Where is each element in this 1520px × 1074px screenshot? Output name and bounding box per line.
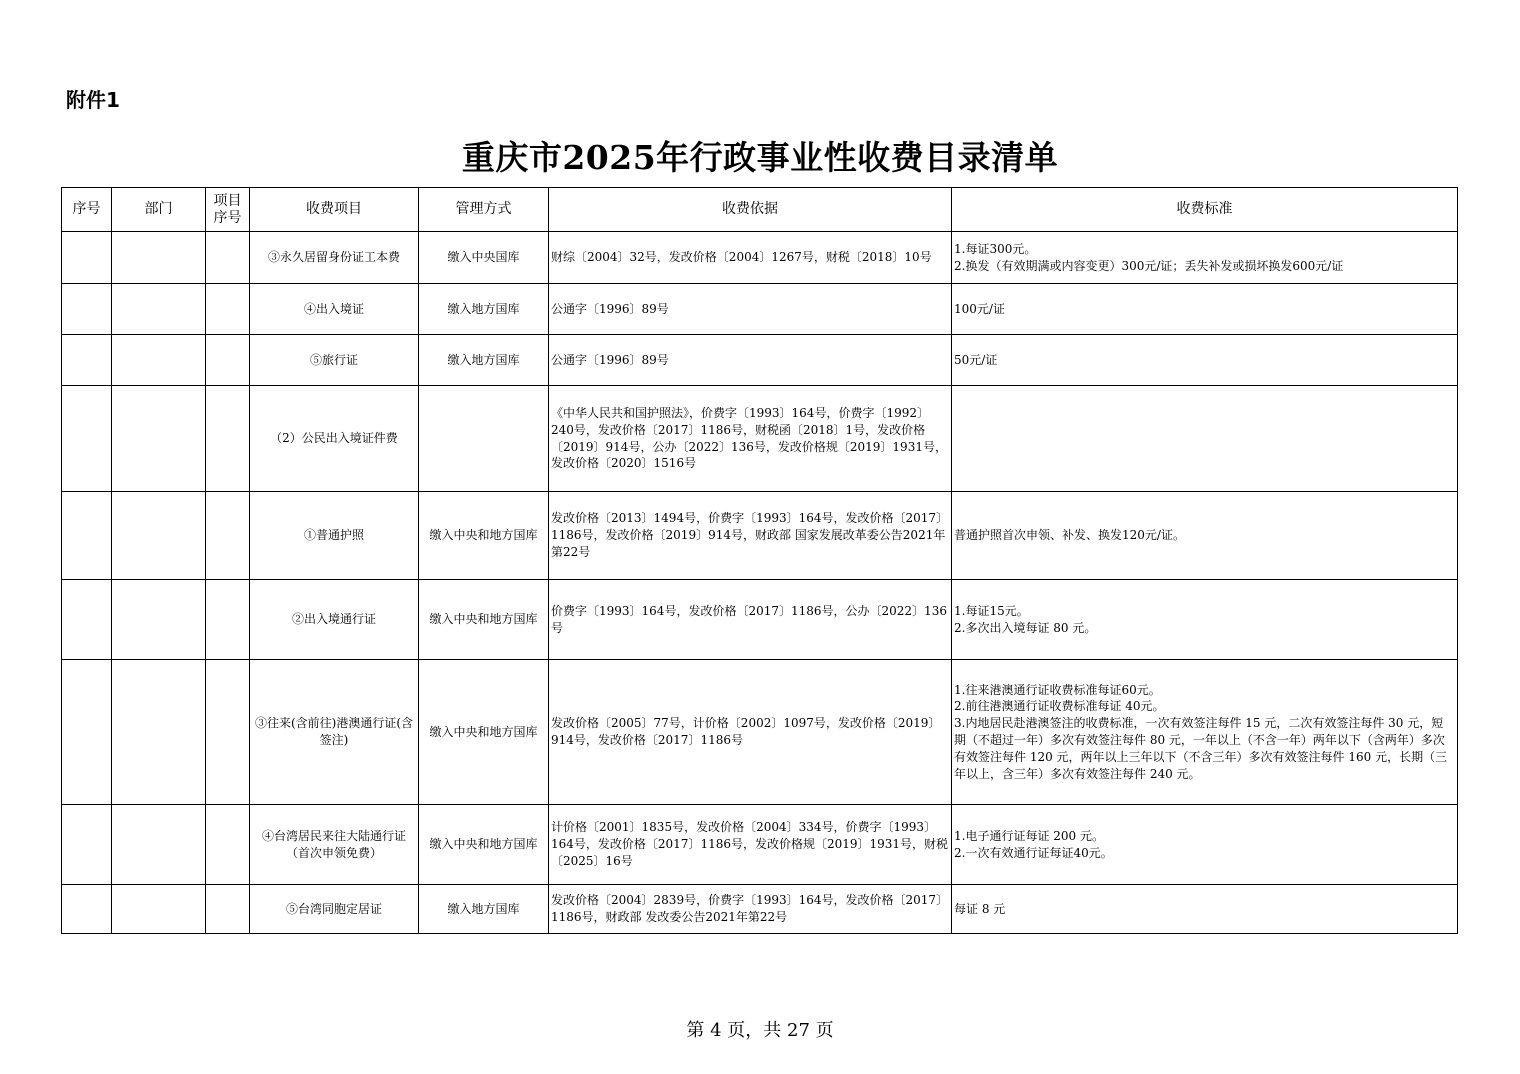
cell-dept: [112, 232, 206, 284]
cell-mgmt: 缴入中央和地方国库: [419, 805, 549, 885]
cell-mgmt: 缴入中央和地方国库: [419, 580, 549, 660]
cell-seq: [62, 232, 112, 284]
cell-basis: 《中华人民共和国护照法》，价费字〔1993〕164号，价费字〔1992〕240号，发改价格〔2017〕1186号，财税函〔2018〕1号，发改价格〔2019〕914号，公办〔2022〕136号，发改价格规〔2019〕1931号， 发改价格〔2020〕1516号: [549, 386, 952, 492]
cell-basis: 价费字〔1993〕164号，发改价格〔2017〕1186号，公办〔2022〕136号: [549, 580, 952, 660]
cell-basis: 计价格〔2001〕1835号，发改价格〔2004〕334号，价费字〔1993〕164号，发改价格〔2017〕1186号，发改价格规〔2019〕1931号，财税〔2025〕16号: [549, 805, 952, 885]
cell-item: ①普通护照: [250, 492, 419, 580]
table-row: [62, 580, 1458, 660]
cell-item-seq: [206, 885, 250, 934]
header-dept: 部门: [112, 188, 206, 232]
cell-mgmt: 缴入中央和地方国库: [419, 660, 549, 805]
cell-item: ④台湾居民来往大陆通行证（首次申领免费）: [250, 805, 419, 885]
cell-mgmt: 缴入中央和地方国库: [419, 492, 549, 580]
table-row: [62, 492, 1458, 580]
cell-item: ④出入境证: [250, 284, 419, 335]
attachment-label: 附件1: [66, 88, 120, 112]
cell-dept: [112, 492, 206, 580]
cell-standard: 每证 8 元: [952, 885, 1458, 934]
cell-item-seq: [206, 232, 250, 284]
cell-basis: 财综〔2004〕32号，发改价格〔2004〕1267号，财税〔2018〕10号: [549, 232, 952, 284]
cell-standard: 1.电子通行证每证 200 元。 2.一次有效通行证每证40元。: [952, 805, 1458, 885]
cell-dept: [112, 580, 206, 660]
cell-dept: [112, 660, 206, 805]
table-row: [62, 284, 1458, 335]
table-header-row: [62, 188, 1458, 232]
cell-item-seq: [206, 386, 250, 492]
cell-item-seq: [206, 805, 250, 885]
table-row: [62, 335, 1458, 386]
cell-item: ⑤台湾同胞定居证: [250, 885, 419, 934]
cell-dept: [112, 335, 206, 386]
cell-standard: 1.每证15元。 2.多次出入境每证 80 元。: [952, 580, 1458, 660]
cell-standard: [952, 386, 1458, 492]
cell-seq: [62, 335, 112, 386]
cell-seq: [62, 660, 112, 805]
cell-standard: 1.每证300元。 2.换发（有效期满或内容变更）300元/证；丢失补发或损坏换发600元/证: [952, 232, 1458, 284]
page-title: 重庆市2025年行政事业性收费目录清单: [461, 138, 1059, 177]
header-basis: 收费依据: [549, 188, 952, 232]
fee-table: [61, 187, 1458, 934]
cell-basis: 发改价格〔2013〕1494号，价费字〔1993〕164号，发改价格〔2017〕1186号，发改价格〔2019〕914号，财政部 国家发展改革委公告2021年第22号: [549, 492, 952, 580]
header-seq: 序号: [62, 188, 112, 232]
table-row: [62, 885, 1458, 934]
cell-item-seq: [206, 580, 250, 660]
cell-basis: 公通字〔1996〕89号: [549, 335, 952, 386]
table-row: [62, 386, 1458, 492]
cell-item-seq: [206, 660, 250, 805]
cell-basis: 发改价格〔2004〕2839号，价费字〔1993〕164号，发改价格〔2017〕1186号，财政部 发改委公告2021年第22号: [549, 885, 952, 934]
cell-basis: 公通字〔1996〕89号: [549, 284, 952, 335]
cell-dept: [112, 885, 206, 934]
cell-standard: 普通护照首次申领、补发、换发120元/证。: [952, 492, 1458, 580]
cell-mgmt: [419, 386, 549, 492]
cell-basis: 发改价格〔2005〕77号，计价格〔2002〕1097号，发改价格〔2019〕914号，发改价格〔2017〕1186号: [549, 660, 952, 805]
cell-item-seq: [206, 492, 250, 580]
cell-seq: [62, 492, 112, 580]
cell-mgmt: 缴入地方国库: [419, 885, 549, 934]
page-footer: 第 4 页，共 27 页: [686, 1020, 834, 1041]
cell-seq: [62, 805, 112, 885]
cell-dept: [112, 386, 206, 492]
table-row: [62, 232, 1458, 284]
cell-seq: [62, 284, 112, 335]
cell-item: （2）公民出入境证件费: [250, 386, 419, 492]
cell-item: ③永久居留身份证工本费: [250, 232, 419, 284]
cell-dept: [112, 284, 206, 335]
cell-dept: [112, 805, 206, 885]
cell-seq: [62, 580, 112, 660]
cell-standard: 1.往来港澳通行证收费标准每证60元。 2.前往港澳通行证收费标准每证 40元。 3.内地居民赴港澳签注的收费标准，一次有效签注每件 15 元，二次有效签注每件 30 元，短期（不超过一年）多次有效签注每件 80 元，一年以上（不含一年）两年以下（含两年）多次有效签注每件 120 元，两年以上三年以下（不含三年）多次有效签注每件 160 元，长期（三年以上，含三年）多次有效签注每件 240 元。: [952, 660, 1458, 805]
cell-item: ⑤旅行证: [250, 335, 419, 386]
cell-item: ②出入境通行证: [250, 580, 419, 660]
cell-seq: [62, 885, 112, 934]
cell-seq: [62, 386, 112, 492]
table-row: [62, 660, 1458, 805]
header-mgmt: 管理方式: [419, 188, 549, 232]
cell-mgmt: 缴入地方国库: [419, 335, 549, 386]
cell-standard: 50元/证: [952, 335, 1458, 386]
cell-item-seq: [206, 335, 250, 386]
header-item: 收费项目: [250, 188, 419, 232]
cell-standard: 100元/证: [952, 284, 1458, 335]
header-standard: 收费标准: [952, 188, 1458, 232]
header-item-seq: 项目 序号: [206, 188, 250, 232]
cell-mgmt: 缴入地方国库: [419, 284, 549, 335]
table-row: [62, 805, 1458, 885]
cell-mgmt: 缴入中央国库: [419, 232, 549, 284]
cell-item: ③往来(含前往)港澳通行证(含签注): [250, 660, 419, 805]
cell-item-seq: [206, 284, 250, 335]
